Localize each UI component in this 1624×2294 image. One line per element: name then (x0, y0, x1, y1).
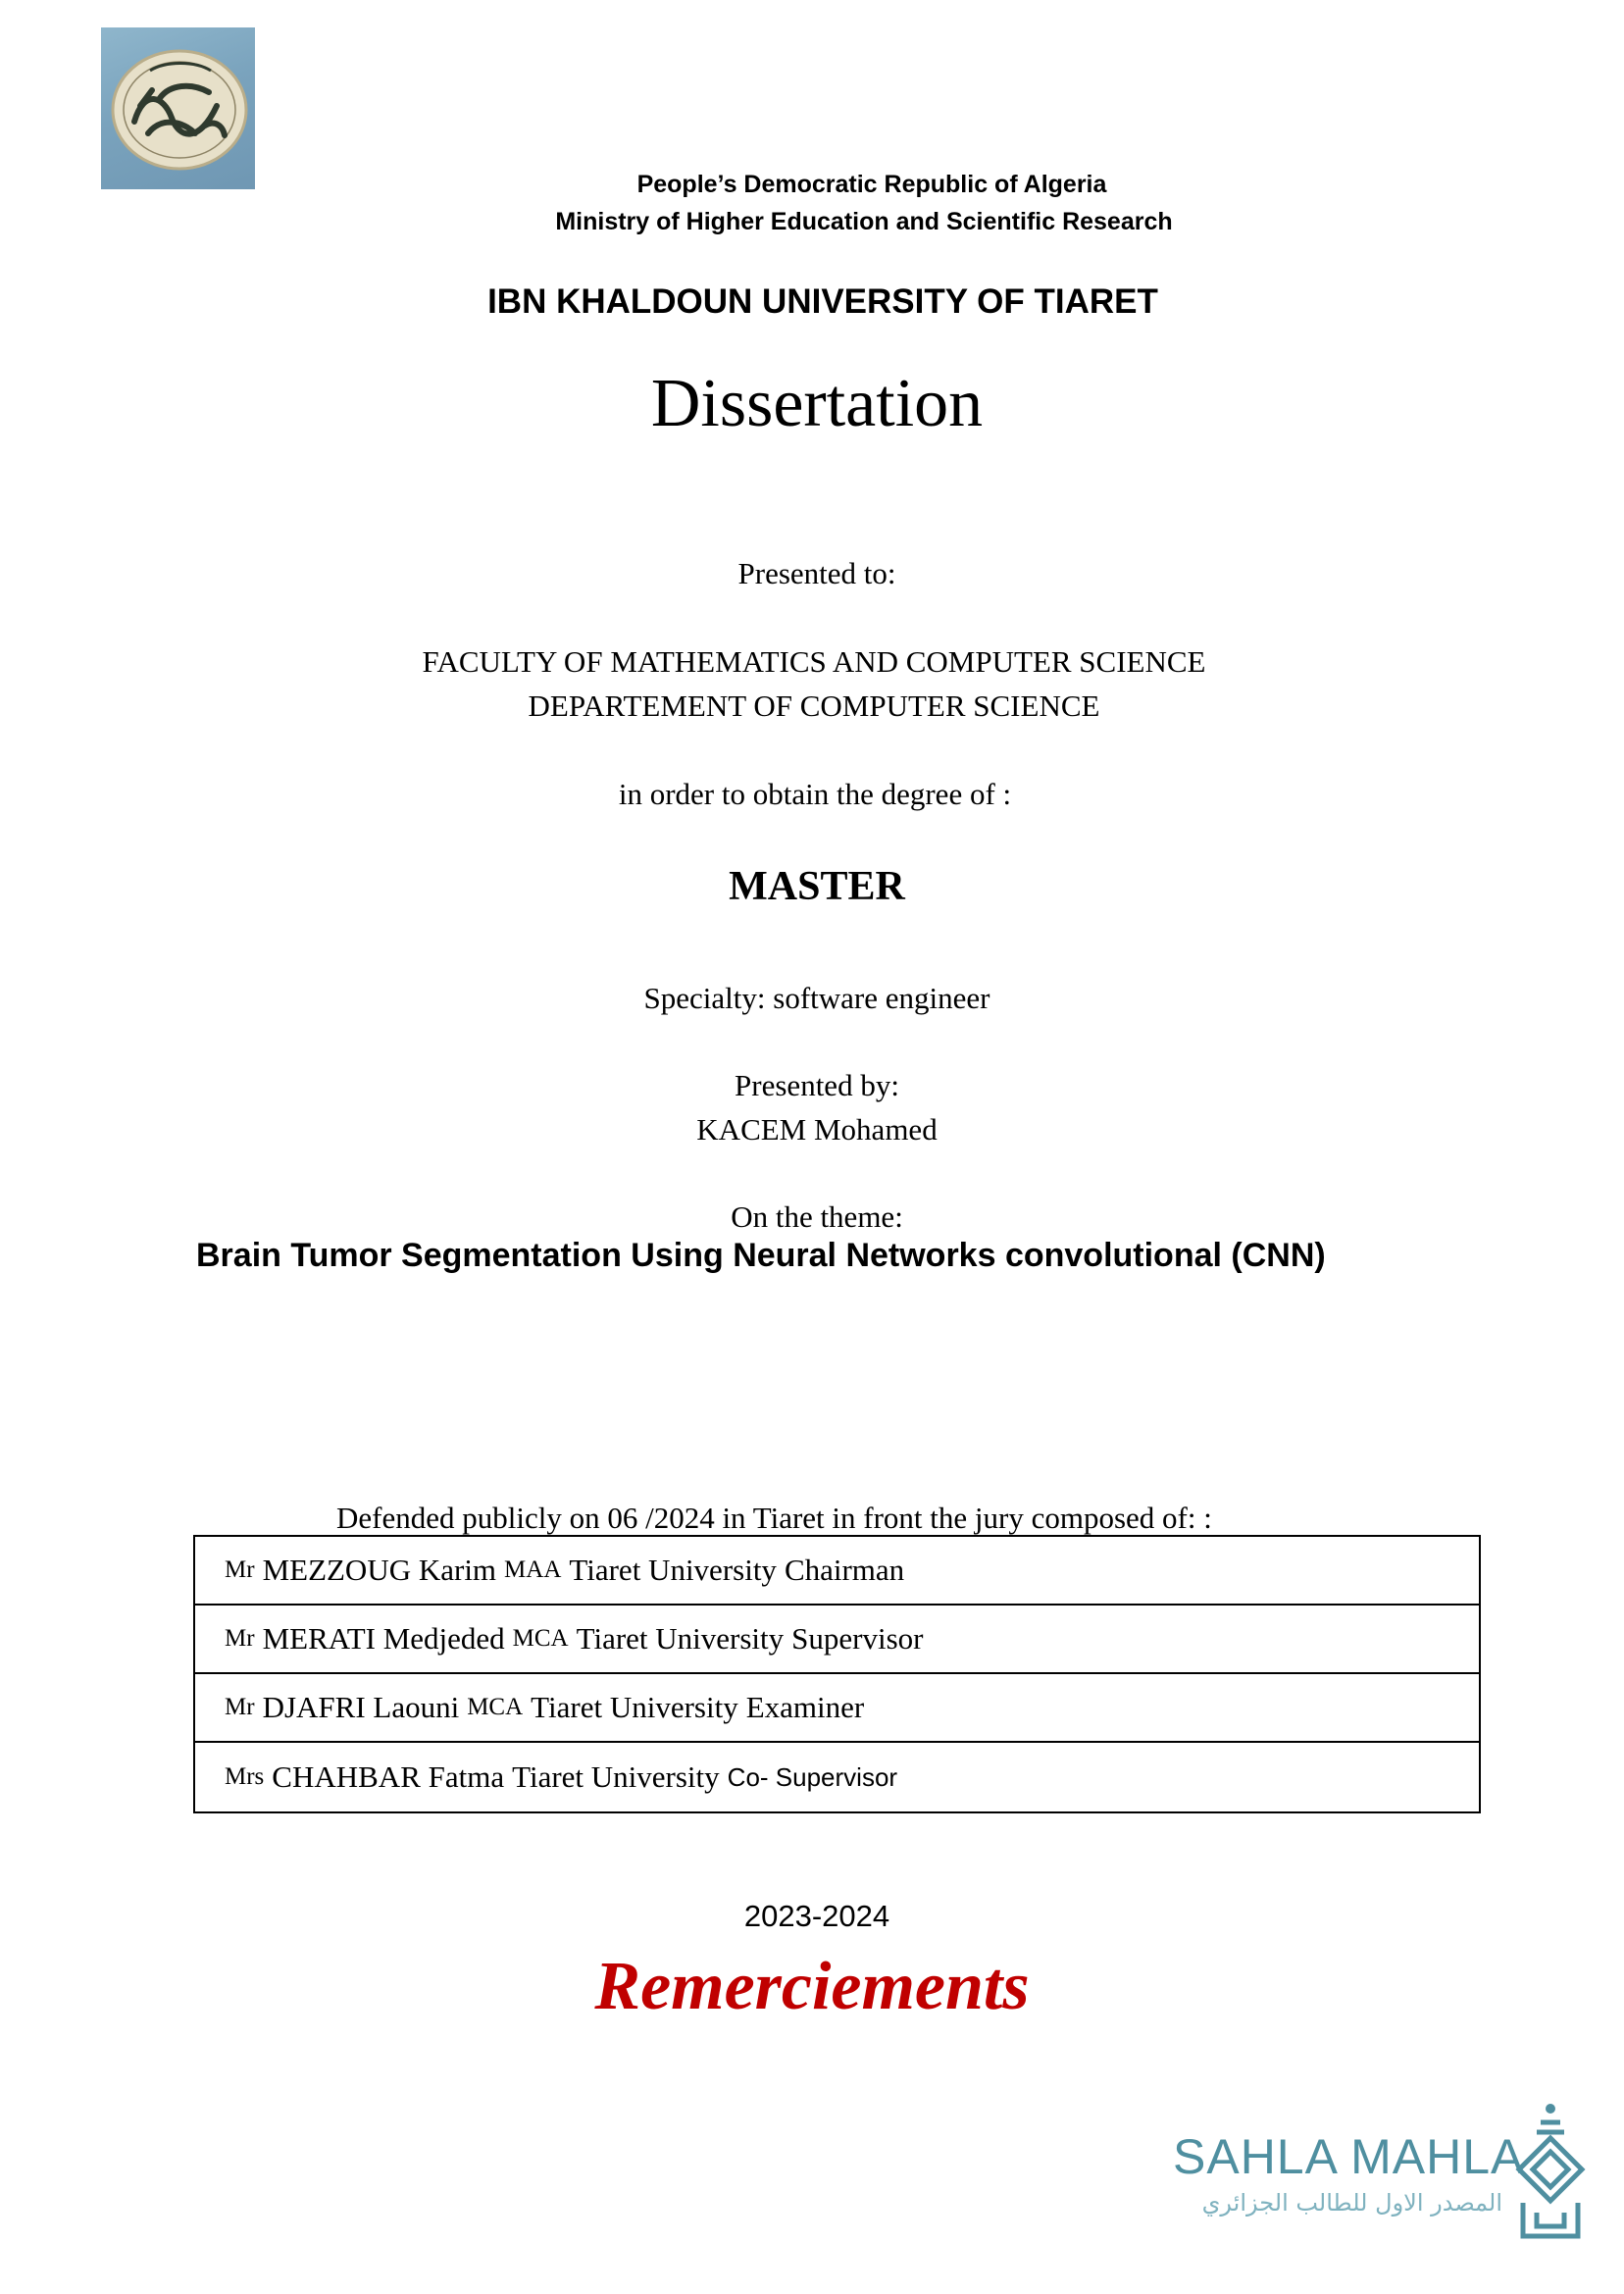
jury-title: Mrs (225, 1763, 265, 1790)
document-type: Dissertation (650, 366, 984, 441)
jury-grade: MAA (504, 1556, 562, 1583)
jury-role: Co- Supervisor (727, 1761, 898, 1792)
watermark-emblem-icon (1501, 2099, 1599, 2246)
thesis-theme: Brain Tumor Segmentation Using Neural Networks convolutional (CNN) (196, 1237, 1326, 1274)
jury-title: Mr (225, 1625, 255, 1652)
jury-name: MEZZOUG Karim (262, 1553, 497, 1587)
specialty-line: Specialty: software engineer (643, 981, 990, 1015)
degree-name: MASTER (729, 864, 905, 909)
jury-grade: MCA (467, 1694, 524, 1720)
jury-institution: Tiaret University (512, 1759, 720, 1794)
republic-text: People’s Democratic Republic of Algeria (636, 171, 1107, 198)
jury-role: Supervisor (791, 1621, 924, 1656)
jury-role: Examiner (745, 1690, 865, 1724)
presented-to-label: Presented to: (737, 556, 896, 590)
sahla-mahla-watermark (1173, 2099, 1604, 2275)
acknowledgements-heading: Remerciements (594, 1949, 1030, 2024)
jury-institution: Tiaret University (576, 1621, 785, 1656)
degree-intro: in order to obtain the degree of : (618, 777, 1012, 811)
jury-row (195, 1537, 1479, 1606)
defense-line: Defended publicly on 06 /2024 in Tiaret in front the jury composed of: : (336, 1501, 1212, 1535)
watermark-tagline: المصدر الاول للطالب الجزائري (1201, 2189, 1502, 2217)
jury-row (195, 1674, 1479, 1743)
jury-row (195, 1606, 1479, 1674)
watermark-name: SAHLA MAHLA (1173, 2129, 1525, 2184)
university-name: IBN KHALDOUN UNIVERSITY OF TIARET (487, 282, 1158, 321)
republic-line (0, 171, 1624, 199)
university-logo (101, 27, 255, 189)
jury-grade: MCA (512, 1625, 569, 1652)
author-name: KACEM Mohamed (696, 1112, 938, 1147)
department-name: DEPARTEMENT OF COMPUTER SCIENCE (528, 688, 1100, 723)
jury-institution: Tiaret University (531, 1690, 738, 1724)
jury-title: Mr (225, 1694, 255, 1720)
ministry-line (0, 208, 1624, 236)
jury-role: Chairman (784, 1553, 905, 1587)
jury-row (195, 1743, 1479, 1811)
jury-table (193, 1535, 1481, 1813)
presented-by-label: Presented by: (735, 1068, 899, 1102)
ministry-text: Ministry of Higher Education and Scientific Research (555, 208, 1173, 235)
jury-title: Mr (225, 1556, 255, 1583)
theme-label: On the theme: (731, 1199, 903, 1234)
jury-name: DJAFRI Laouni (262, 1690, 460, 1724)
jury-institution: Tiaret University (569, 1553, 777, 1587)
faculty-name: FACULTY OF MATHEMATICS AND COMPUTER SCIENCE (422, 644, 1206, 679)
academic-year: 2023-2024 (743, 1899, 890, 1933)
jury-name: CHAHBAR Fatma (272, 1759, 505, 1794)
jury-name: MERATI Medjeded (262, 1621, 505, 1656)
